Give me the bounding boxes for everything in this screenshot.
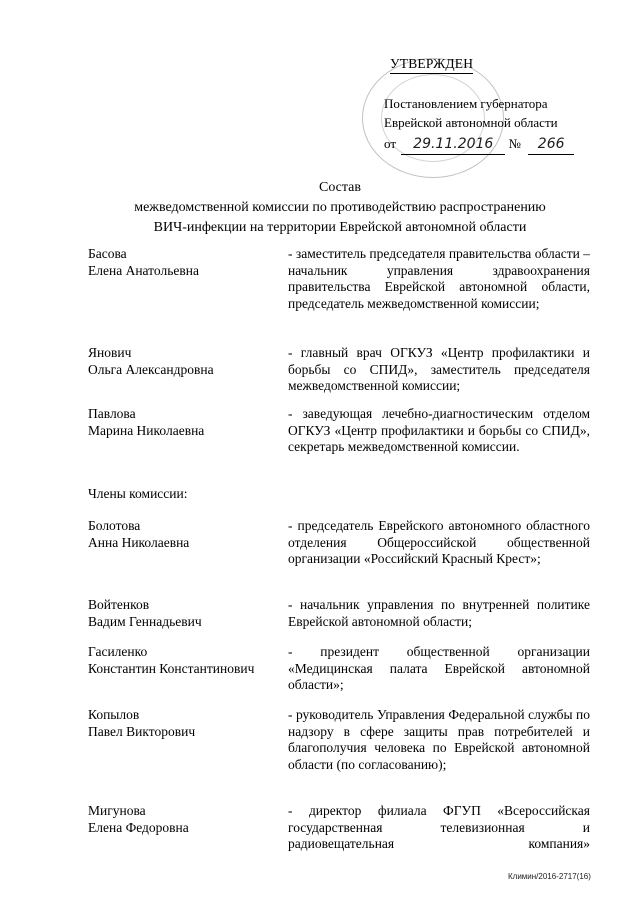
member-surname: Болотова — [88, 518, 141, 533]
member-surname: Войтенков — [88, 597, 150, 612]
number-prefix: № — [508, 136, 521, 151]
member-surname: Басова — [88, 246, 127, 261]
member-role: - заместитель председателя правительства области – начальник управления здравоохранения правительства Еврейской автономной области, председатель межведомственной комиссии; — [288, 246, 590, 311]
member-given-name: Константин Константинович — [88, 660, 255, 676]
member-surname: Мигунова — [88, 803, 146, 818]
member-name — [88, 518, 288, 551]
member-name — [88, 406, 288, 439]
approval-date-line — [384, 134, 624, 155]
approval-block — [384, 54, 624, 155]
member-role: - заведующая лечебно-диагностическим отделом ОГКУЗ «Центр профилактики и борьбы со СПИД», секретарь межведомственной комиссии. — [288, 406, 590, 454]
member-role: - директор филиала ФГУП «Всероссийская государственная телевизионная и радиовещательная компания» — [288, 803, 590, 851]
handwritten-number: 266 — [528, 135, 574, 155]
member-surname: Янович — [88, 345, 132, 360]
member-role: - руководитель Управления Федеральной службы по надзору в сфере защиты прав потребителей и благополучия человека по Еврейской автономной области (по согласованию); — [288, 707, 590, 772]
member-name — [88, 803, 288, 836]
member-name — [88, 707, 288, 740]
member-name — [88, 345, 288, 378]
document-title — [60, 178, 620, 238]
member-given-name: Марина Николаевна — [88, 422, 205, 438]
footer-document-code: Климин/2016-2717(16) — [508, 872, 591, 881]
handwritten-date: 29.11.2016 — [401, 135, 505, 155]
member-name — [88, 597, 288, 630]
member-role: - главный врач ОГКУЗ «Центр профилактики и борьбы со СПИД», заместитель председателя межведомственной комиссии; — [288, 345, 590, 393]
approval-line-2: Еврейской автономной области — [384, 115, 558, 130]
title-line-2: межведомственной комиссии по противодействию распространению — [134, 200, 546, 215]
title-line-3: ВИЧ-инфекции на территории Еврейской автономной области — [153, 220, 527, 235]
date-prefix: от — [384, 136, 397, 151]
member-role: - президент общественной организации «Медицинская палата Еврейской автономной области»; — [288, 644, 590, 692]
member-given-name: Анна Николаевна — [88, 534, 190, 550]
title-line-1: Состав — [318, 180, 361, 195]
member-surname: Гасиленко — [88, 644, 148, 659]
member-role: - председатель Еврейского автономного областного отделения Общероссийской общественной организации «Российский Красный Крест»; — [288, 518, 590, 566]
approval-line-1: Постановлением губернатора — [384, 96, 548, 111]
approved-heading: УТВЕРЖДЕН — [390, 54, 473, 74]
member-given-name: Елена Анатольевна — [88, 262, 199, 278]
member-name — [88, 644, 288, 677]
member-given-name: Ольга Александровна — [88, 361, 214, 377]
members-label: Члены комиссии: — [88, 486, 188, 501]
member-role: - начальник управления по внутренней политике Еврейской автономной области; — [288, 597, 590, 629]
member-surname: Копылов — [88, 707, 140, 722]
member-given-name: Вадим Геннадьевич — [88, 613, 202, 629]
member-given-name: Елена Федоровна — [88, 819, 189, 835]
member-given-name: Павел Викторович — [88, 723, 196, 739]
member-surname: Павлова — [88, 406, 136, 421]
member-name — [88, 246, 288, 279]
